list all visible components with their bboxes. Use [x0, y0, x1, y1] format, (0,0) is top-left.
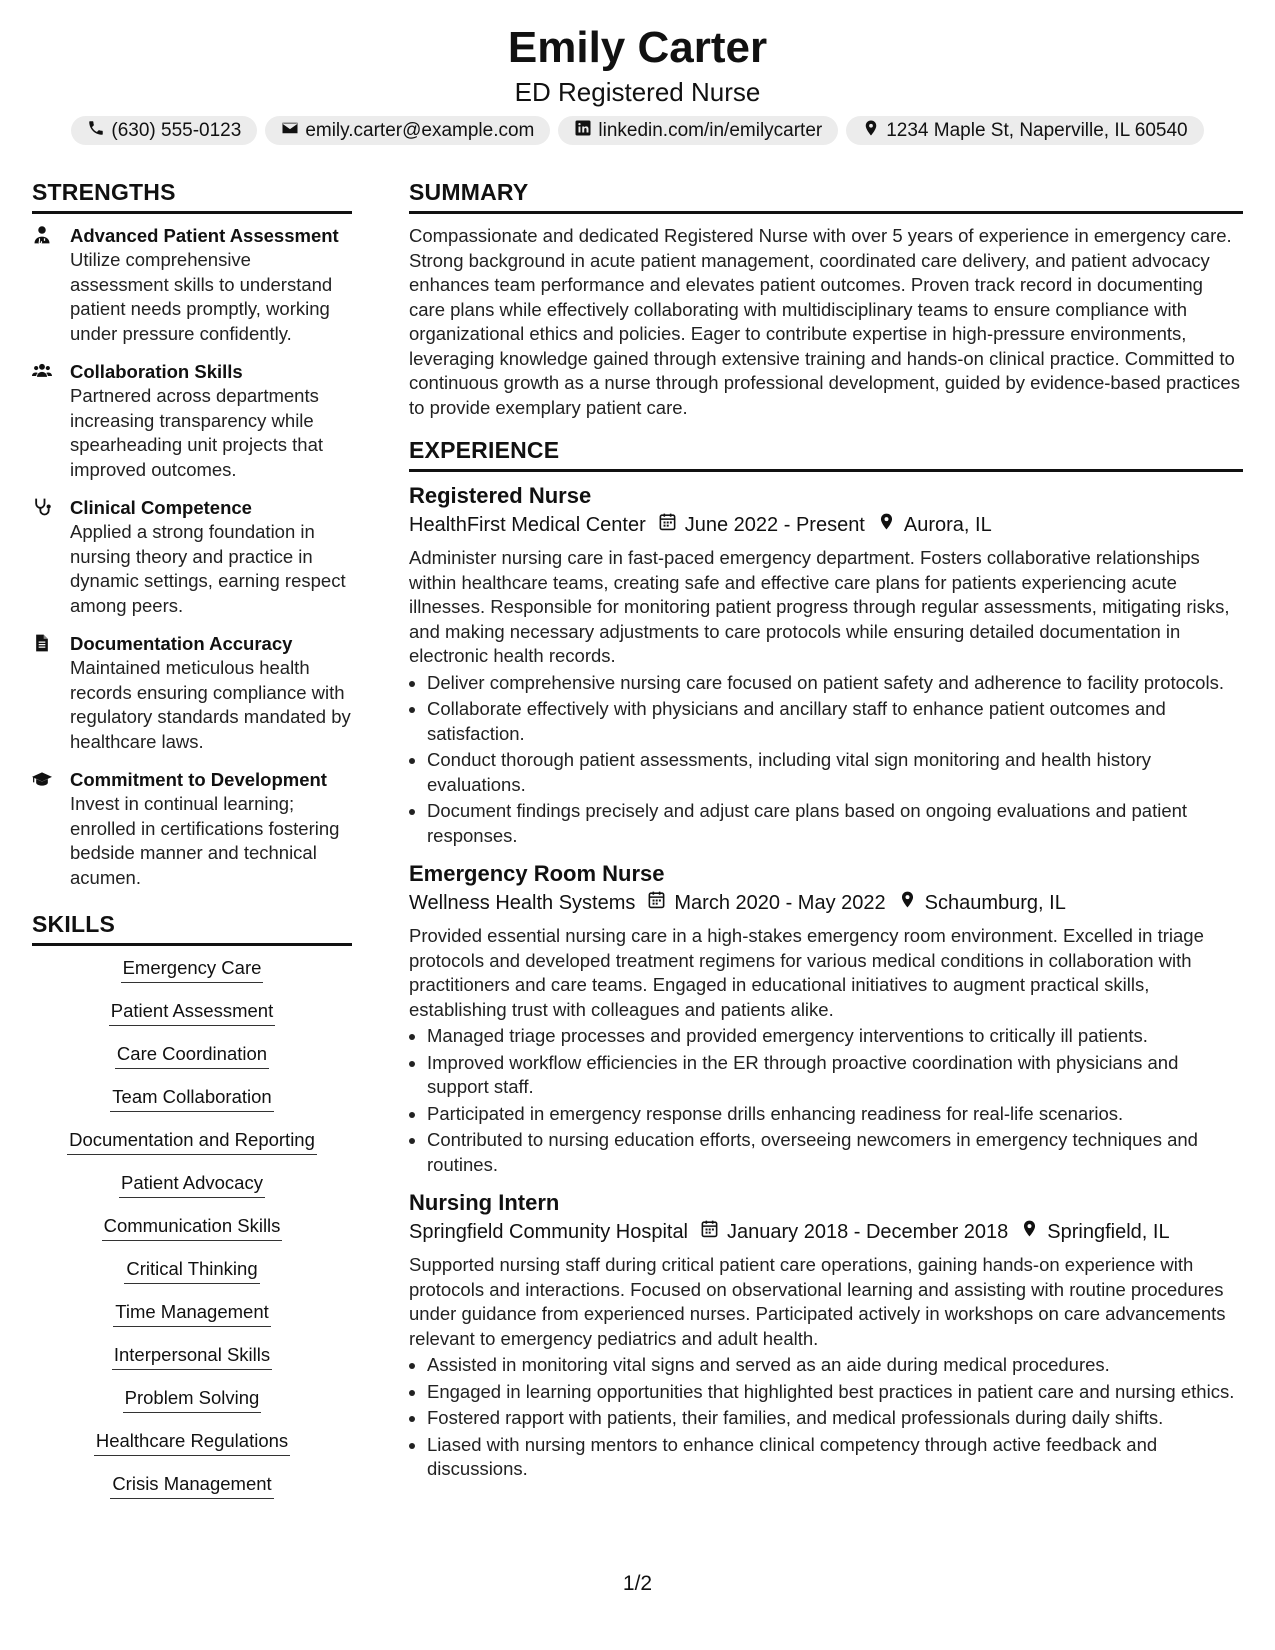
- skill-tag: Patient Assessment: [109, 999, 275, 1026]
- skills-list: [32, 956, 352, 1515]
- job-dates: June 2022 - Present: [684, 514, 865, 536]
- calendar-icon: [635, 888, 674, 918]
- left-column: [32, 178, 352, 1515]
- strength-description: Maintained meticulous health records ensuring compliance with regulatory standards mandated by healthcare laws.: [70, 657, 351, 752]
- job-bullet: • Deliver comprehensive nursing care focused on patient safety and adherence to facility protocols.: [427, 671, 1243, 696]
- skill-tag: Patient Advocacy: [119, 1171, 265, 1198]
- job-bullet: • Managed triage processes and provided emergency interventions to critically ill patients.: [427, 1024, 1243, 1049]
- strength-item: [32, 496, 352, 618]
- job-meta: [409, 1217, 1243, 1247]
- job-bullet: • Assisted in monitoring vital signs and served as an aide during medical procedures.: [427, 1353, 1243, 1378]
- skill-tag: Care Coordination: [115, 1042, 269, 1069]
- job-company: Springfield Community Hospital: [409, 1221, 689, 1243]
- job-bullets: [409, 1353, 1243, 1482]
- summary-heading: SUMMARY: [409, 178, 1243, 214]
- candidate-name: Emily Carter: [507, 23, 768, 72]
- resume-header: [0, 22, 1275, 145]
- job-bullet: • Document findings precisely and adjust care plans based on ongoing evaluations and patient responses.: [427, 799, 1243, 848]
- location-icon: [862, 119, 880, 143]
- job-bullets: [409, 1024, 1243, 1177]
- job-company: Wellness Health Systems: [409, 892, 636, 914]
- strength-title: Collaboration Skills: [70, 361, 243, 382]
- experience-heading: EXPERIENCE: [409, 436, 1243, 472]
- location-icon: [865, 510, 904, 540]
- job-bullet: • Conduct thorough patient assessments, including vital sign monitoring and health history evaluations.: [427, 748, 1243, 797]
- strength-item: [32, 768, 352, 890]
- users-icon: [32, 360, 70, 482]
- job-bullet: • Liased with nursing mentors to enhance clinical competency through active feedback and discussions.: [427, 1433, 1243, 1482]
- calendar-icon: [688, 1217, 727, 1247]
- linkedin-icon: [574, 119, 592, 143]
- phone-chip[interactable]: [71, 116, 257, 145]
- strength-description: Applied a strong foundation in nursing theory and practice in dynamic settings, earning respect among peers.: [70, 521, 346, 616]
- email-icon: [281, 119, 299, 143]
- summary-text: Compassionate and dedicated Registered Nurse with over 5 years of experience in emergency care. Strong background in acute patient management, coordinated care delivery, and patient advocacy enhances team performance and elevates patient outcomes. Proven track record in documenting care plans while effectively collaborating with multidisciplinary teams to ensure compliance with organizational ethics and policies. Eager to contribute expertise in high-pressure environments, leveraging knowledge gained through extensive training and hands-on clinical practice. Committed to continuous growth as a nurse through professional development, guided by evidence-based practices to provide exemplary patient care.: [409, 225, 1240, 418]
- address-chip[interactable]: [846, 116, 1203, 145]
- strength-title: Clinical Competence: [70, 497, 252, 518]
- skill-tag: Interpersonal Skills: [112, 1343, 272, 1370]
- phone-text: (630) 555-0123: [111, 119, 242, 141]
- job-title: Nursing Intern: [409, 1190, 560, 1215]
- calendar-icon: [646, 510, 685, 540]
- skills-heading: SKILLS: [32, 910, 352, 946]
- strength-description: Invest in continual learning; enrolled in certifications fostering bedside manner and technical acumen.: [70, 793, 340, 888]
- job-location: Aurora, IL: [903, 514, 992, 536]
- job-meta: [409, 888, 1243, 918]
- strength-item: [32, 632, 352, 754]
- address-text: 1234 Maple St, Naperville, IL 60540: [886, 119, 1188, 141]
- page-number: 1/2: [622, 1572, 653, 1595]
- job-entry: [409, 860, 1243, 1177]
- job-bullets: [409, 671, 1243, 849]
- job-description: Provided essential nursing care in a high-stakes emergency room environment. Excelled in triage protocols and developed treatment regimens for various medical conditions in collaboration with practitioners and care teams. Engaged in educational initiatives to augment practical skills, establishing trust with colleagues and patients alike.: [409, 925, 1204, 1020]
- job-title: Registered Nurse: [409, 483, 592, 508]
- strength-item: [32, 360, 352, 482]
- strength-item: [32, 224, 352, 346]
- job-description: Administer nursing care in fast-paced emergency department. Fosters collaborative relationships within healthcare teams, creating safe and effective care plans for patients experiencing acute illnesses. Responsible for monitoring patient progress through regular assessments, mitigating risks, and making necessary adjustments to care protocols while ensuring detailed documentation in electronic health records.: [409, 547, 1230, 666]
- job-bullet: • Collaborate effectively with physicians and ancillary staff to enhance patient outcomes and satisfaction.: [427, 697, 1243, 746]
- job-bullet: • Fostered rapport with patients, their families, and medical professionals during daily shifts.: [427, 1406, 1243, 1431]
- location-icon: [886, 888, 925, 918]
- linkedin-text: linkedin.com/in/emilycarter: [598, 119, 823, 141]
- contact-bar: [0, 116, 1275, 145]
- skill-tag: Time Management: [113, 1300, 271, 1327]
- job-bullet: • Contributed to nursing education efforts, overseeing newcomers in emergency techniques and routines.: [427, 1128, 1243, 1177]
- job-entry: [409, 1189, 1243, 1482]
- graduation-cap-icon: [32, 768, 70, 890]
- email-text: emily.carter@example.com: [305, 119, 535, 141]
- job-bullet: • Participated in emergency response drills enhancing readiness for real-life scenarios.: [427, 1102, 1243, 1127]
- skill-tag: Emergency Care: [121, 956, 264, 983]
- phone-icon: [87, 119, 105, 143]
- strengths-heading: STRENGTHS: [32, 178, 352, 214]
- skill-tag: Crisis Management: [110, 1472, 273, 1499]
- job-dates: March 2020 - May 2022: [674, 892, 886, 914]
- job-company: HealthFirst Medical Center: [409, 514, 646, 536]
- skill-tag: Team Collaboration: [110, 1085, 273, 1112]
- strength-description: Partnered across departments increasing transparency while spearheading unit projects that improved outcomes.: [70, 385, 324, 480]
- strength-description: Utilize comprehensive assessment skills to understand patient needs promptly, working under pressure confidently.: [70, 249, 333, 344]
- email-chip[interactable]: [265, 116, 550, 145]
- job-dates: January 2018 - December 2018: [727, 1221, 1009, 1243]
- skill-tag: Critical Thinking: [124, 1257, 259, 1284]
- skill-tag: Problem Solving: [123, 1386, 262, 1413]
- skill-tag: Communication Skills: [102, 1214, 283, 1241]
- job-location: Schaumburg, IL: [924, 892, 1066, 914]
- location-icon: [1008, 1217, 1047, 1247]
- strength-title: Documentation Accuracy: [70, 633, 293, 654]
- job-description: Supported nursing staff during critical patient care operations, gaining hands-on experience with protocols and interactions. Focused on observational learning and assisting with routine procedures under guidance from experienced nurses. Participated actively in workshops on care advancements relevant to emergency pediatrics and adult health.: [409, 1254, 1226, 1349]
- job-title: Emergency Room Nurse: [409, 861, 665, 886]
- linkedin-chip[interactable]: [558, 116, 838, 145]
- job-meta: [409, 510, 1243, 540]
- job-location: Springfield, IL: [1047, 1221, 1170, 1243]
- job-bullet: • Improved workflow efficiencies in the ER through proactive coordination with physicians and support staff.: [427, 1051, 1243, 1100]
- skill-tag: Healthcare Regulations: [94, 1429, 290, 1456]
- document-icon: [32, 632, 70, 754]
- candidate-title: ED Registered Nurse: [514, 77, 761, 107]
- strength-title: Advanced Patient Assessment: [70, 225, 339, 246]
- user-doctor-icon: [32, 224, 70, 346]
- strength-title: Commitment to Development: [70, 769, 327, 790]
- skill-tag: Documentation and Reporting: [67, 1128, 317, 1155]
- job-bullet: • Engaged in learning opportunities that highlighted best practices in patient care and nursing ethics.: [427, 1380, 1243, 1405]
- job-entry: [409, 482, 1243, 848]
- right-column: [409, 178, 1243, 1494]
- stethoscope-icon: [32, 496, 70, 618]
